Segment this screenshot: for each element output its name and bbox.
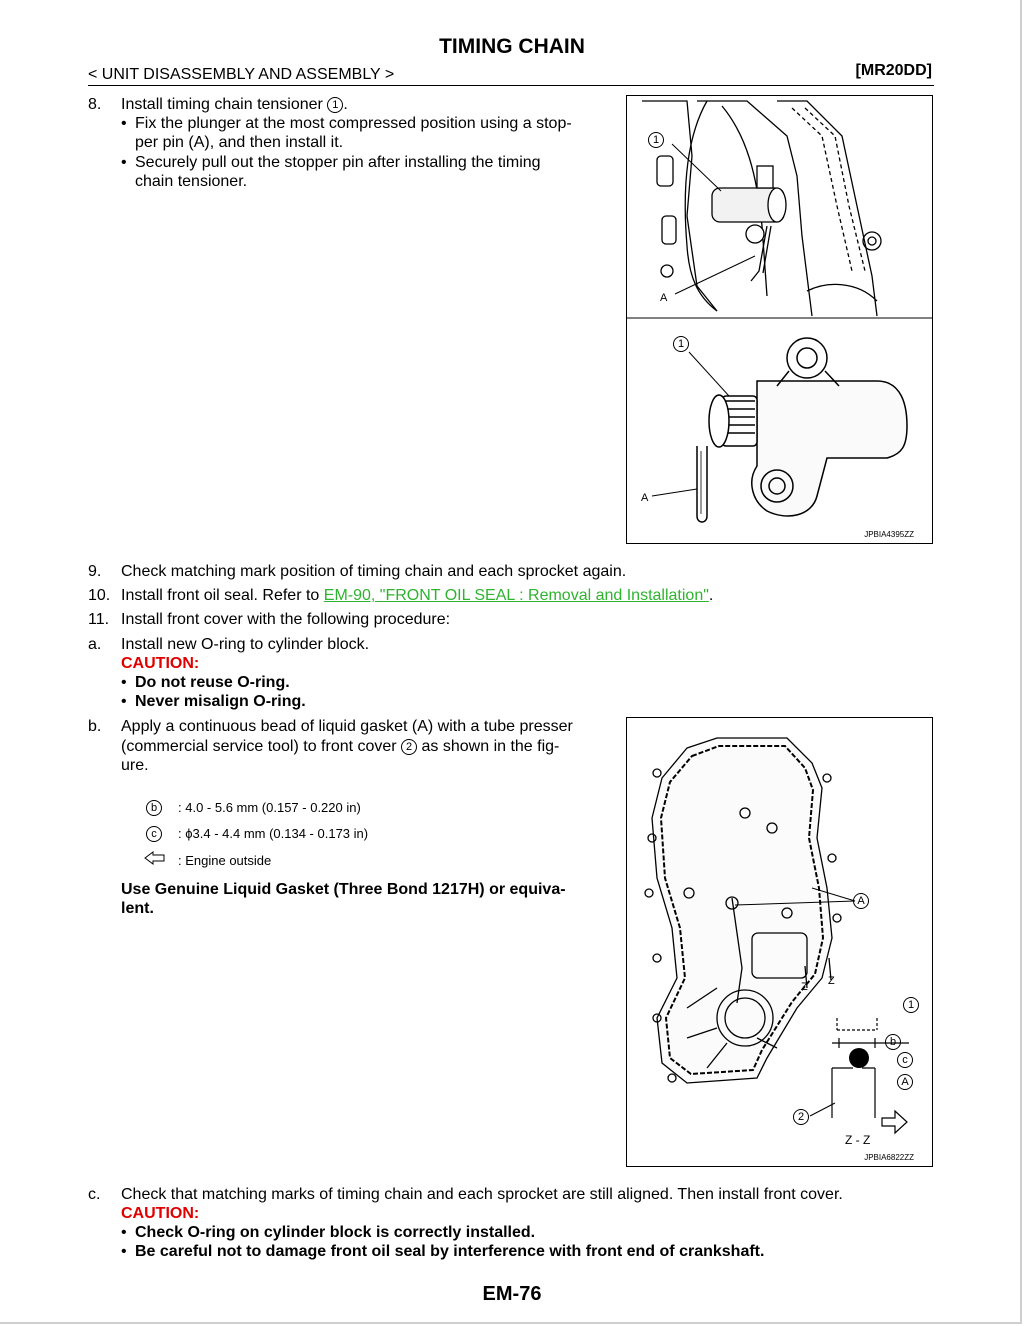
step-8-text-end: . [343, 96, 348, 113]
circle-1-icon: 1 [648, 132, 664, 148]
step-c-letter: c. [88, 1186, 101, 1203]
step-b-letter: b. [88, 718, 102, 735]
step-10-text-end: . [708, 587, 714, 604]
step-b-line-2-main: (commercial service tool) to front cover [121, 738, 402, 755]
step-c-caution: CAUTION: [121, 1205, 200, 1222]
step-8-bullet-2-line-1: Securely pull out the stopper pin after installing the timing [135, 154, 541, 171]
figure-code: JPBIA4395ZZ [864, 530, 914, 539]
figure-tensioner [626, 95, 933, 544]
bullet-dot: • [121, 154, 127, 171]
legend-b-text: : 4.0 - 5.6 mm (0.157 - 0.220 in) [178, 800, 361, 815]
step-b-line-2-end: as shown in the fig- [417, 738, 560, 755]
engine-outside-arrow-icon [144, 851, 166, 870]
figure-label-a: A [660, 292, 668, 304]
step-9-number: 9. [88, 563, 102, 580]
step-c-text: Check that matching marks of timing chain and each sprocket are still aligned. Then install front cover. [121, 1186, 843, 1203]
engine-code: [MR20DD] [855, 62, 932, 79]
step-8-text-main: Install timing chain tensioner [121, 96, 328, 113]
step-8-bullet-1-line-2: per pin (A), and then install it. [135, 134, 344, 151]
figure-label-a-section [897, 1074, 913, 1090]
figure-callout-1 [648, 132, 664, 148]
figure-label-a [853, 893, 869, 909]
step-b-line-2 [121, 737, 615, 756]
figure-label-2 [793, 1109, 809, 1125]
step-a-caution: CAUTION: [121, 655, 200, 672]
bullet-dot: • [121, 115, 127, 132]
step-b-line-3: ure. [121, 757, 149, 774]
figure-label-c [897, 1052, 913, 1068]
bullet-dot: • [121, 674, 127, 691]
step-10-text-main: Install front oil seal. Refer to [121, 587, 324, 604]
circle-1-icon: 1 [673, 336, 689, 352]
step-8-bullet-1-line-1: Fix the plunger at the most compressed position using a stop- [135, 115, 572, 132]
step-11-number: 11. [88, 611, 110, 628]
step-a-caution-2: Never misalign O-ring. [135, 693, 306, 710]
tensioner-illustration [627, 96, 932, 543]
figure-label-z-right: Z [828, 975, 835, 987]
step-c-caution-1: Check O-ring on cylinder block is correctly installed. [135, 1224, 536, 1241]
page-title: TIMING CHAIN [439, 35, 585, 58]
step-c-caution-2: Be careful not to damage front oil seal by interference with front end of crankshaft. [135, 1243, 765, 1260]
legend-c-symbol [146, 824, 162, 843]
circle-c-icon: c [897, 1052, 913, 1068]
step-11-text: Install front cover with the following procedure: [121, 611, 451, 628]
step-10-text [121, 586, 713, 605]
step-b-line-1: Apply a continuous bead of liquid gasket (A) with a tube presser [121, 718, 573, 735]
callout-1-icon: 1 [327, 97, 343, 113]
legend-b-symbol [146, 798, 162, 817]
front-cover-illustration [627, 718, 932, 1166]
gasket-note-line-2: lent. [121, 900, 154, 917]
step-8-text [121, 95, 348, 114]
legend-c-text: : ϕ3.4 - 4.4 mm (0.134 - 0.173 in) [178, 826, 369, 841]
section-breadcrumb: < UNIT DISASSEMBLY AND ASSEMBLY > [88, 66, 395, 83]
callout-2-icon: 2 [401, 739, 417, 755]
bullet-dot: • [121, 1243, 127, 1260]
figure-code: JPBIA6822ZZ [864, 1153, 914, 1162]
figure-front-cover [626, 717, 933, 1167]
bullet-dot: • [121, 1224, 127, 1241]
circle-1-icon: 1 [903, 997, 919, 1013]
circle-a-icon: A [897, 1074, 913, 1090]
header-rule [88, 85, 934, 86]
front-oil-seal-link[interactable]: EM-90, "FRONT OIL SEAL : Removal and Installation" [323, 587, 709, 604]
step-8-number: 8. [88, 96, 102, 113]
figure-label-b [885, 1034, 901, 1050]
circle-2-icon: 2 [793, 1109, 809, 1125]
figure-label-z-left: Z [801, 981, 808, 993]
circle-b-icon: b [146, 800, 162, 816]
step-9-text: Check matching mark position of timing chain and each sprocket again. [121, 563, 627, 580]
step-a-caution-1: Do not reuse O-ring. [135, 674, 290, 691]
gasket-note-line-1: Use Genuine Liquid Gasket (Three Bond 1217H) or equiva- [121, 881, 566, 898]
step-a-letter: a. [88, 636, 102, 653]
bullet-dot: • [121, 693, 127, 710]
figure-callout-1-lower [673, 336, 689, 352]
circle-b-icon: b [885, 1034, 901, 1050]
circle-a-icon: A [853, 893, 869, 909]
legend-arrow-text: : Engine outside [178, 853, 272, 868]
figure-label-1 [903, 997, 919, 1013]
page-number: EM-76 [482, 1283, 542, 1305]
step-8-bullet-2-line-2: chain tensioner. [135, 173, 248, 190]
step-10-number: 10. [88, 587, 111, 604]
section-label-zz: Z - Z [845, 1133, 871, 1147]
figure-label-a-lower: A [641, 492, 649, 504]
step-a-text: Install new O-ring to cylinder block. [121, 636, 370, 653]
circle-c-icon: c [146, 826, 162, 842]
